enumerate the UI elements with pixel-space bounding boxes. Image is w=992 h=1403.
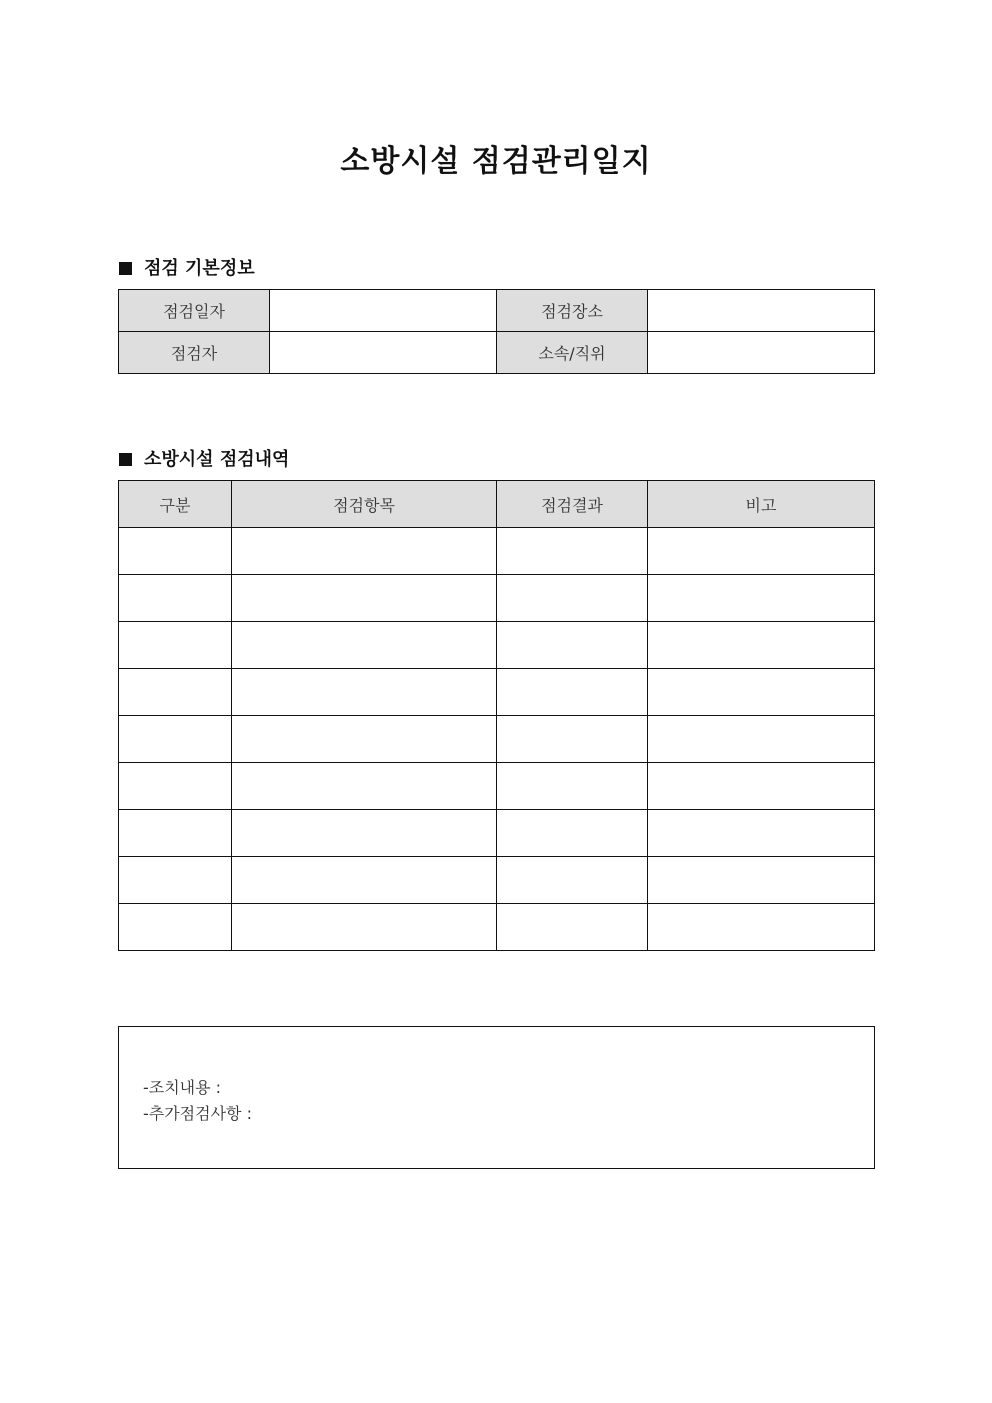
result-cell[interactable]: [497, 622, 648, 669]
remarks-cell[interactable]: [648, 810, 875, 857]
category-cell[interactable]: [119, 622, 232, 669]
square-bullet-icon: [119, 453, 132, 466]
category-cell[interactable]: [119, 857, 232, 904]
remarks-cell[interactable]: [648, 716, 875, 763]
table-row: [119, 810, 875, 857]
category-cell[interactable]: [119, 810, 232, 857]
section-title: 소방시설 점검내역: [144, 449, 290, 470]
item-cell[interactable]: [232, 622, 497, 669]
item-cell[interactable]: [232, 575, 497, 622]
remarks-cell[interactable]: [648, 622, 875, 669]
label-inspector: 점검자: [119, 332, 270, 374]
table-row: [119, 904, 875, 951]
label-inspection-date: 점검일자: [119, 290, 270, 332]
table-row: [119, 857, 875, 904]
category-cell[interactable]: [119, 763, 232, 810]
item-cell[interactable]: [232, 857, 497, 904]
basic-info-table: [118, 289, 875, 374]
inspection-place-field[interactable]: [648, 290, 875, 332]
result-cell[interactable]: [497, 904, 648, 951]
label-inspection-place: 점검장소: [497, 290, 648, 332]
table-row: [119, 669, 875, 716]
page-title: 소방시설 점검관리일지: [340, 144, 652, 179]
result-cell[interactable]: [497, 810, 648, 857]
section-heading-basic-info: [119, 254, 255, 280]
category-cell[interactable]: [119, 716, 232, 763]
column-header-category: 구분: [119, 481, 232, 528]
item-cell[interactable]: [232, 763, 497, 810]
notes-box: [118, 1026, 875, 1169]
result-cell[interactable]: [497, 763, 648, 810]
remarks-cell[interactable]: [648, 904, 875, 951]
item-cell[interactable]: [232, 528, 497, 575]
remarks-cell[interactable]: [648, 575, 875, 622]
column-header-result: 점검결과: [497, 481, 648, 528]
category-cell[interactable]: [119, 528, 232, 575]
column-header-remarks: 비고: [648, 481, 875, 528]
remarks-cell[interactable]: [648, 669, 875, 716]
remarks-cell[interactable]: [648, 857, 875, 904]
category-cell[interactable]: [119, 575, 232, 622]
affiliation-position-field[interactable]: [648, 332, 875, 374]
section-heading-details: [119, 445, 289, 471]
inspection-details-table: [118, 480, 875, 951]
action-taken-label: -조치내용 :: [143, 1078, 222, 1097]
table-row: [119, 622, 875, 669]
item-cell[interactable]: [232, 716, 497, 763]
result-cell[interactable]: [497, 575, 648, 622]
remarks-cell[interactable]: [648, 528, 875, 575]
category-cell[interactable]: [119, 669, 232, 716]
category-cell[interactable]: [119, 904, 232, 951]
table-row: [119, 716, 875, 763]
additional-inspection-label: -추가점검사항 :: [143, 1104, 252, 1123]
square-bullet-icon: [119, 262, 132, 275]
item-cell[interactable]: [232, 904, 497, 951]
inspector-field[interactable]: [270, 332, 497, 374]
item-cell[interactable]: [232, 810, 497, 857]
column-header-item: 점검항목: [232, 481, 497, 528]
table-row: [119, 575, 875, 622]
label-affiliation-position: 소속/직위: [497, 332, 648, 374]
result-cell[interactable]: [497, 857, 648, 904]
table-row: [119, 528, 875, 575]
remarks-cell[interactable]: [648, 763, 875, 810]
result-cell[interactable]: [497, 669, 648, 716]
section-title: 점검 기본정보: [144, 258, 255, 279]
table-row: [119, 763, 875, 810]
inspection-date-field[interactable]: [270, 290, 497, 332]
result-cell[interactable]: [497, 716, 648, 763]
item-cell[interactable]: [232, 669, 497, 716]
result-cell[interactable]: [497, 528, 648, 575]
